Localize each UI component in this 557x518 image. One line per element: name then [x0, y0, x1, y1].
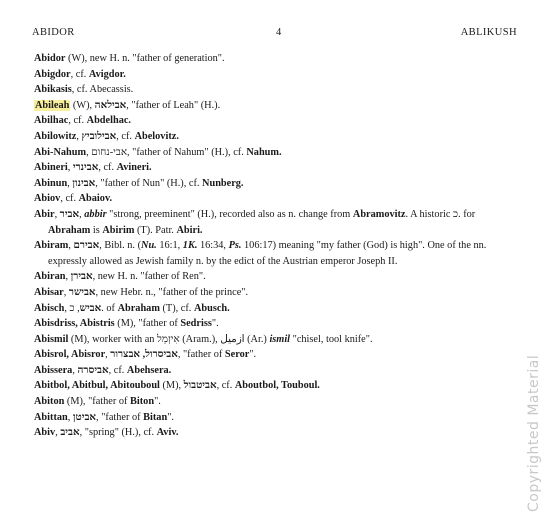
dictionary-entry [34, 145, 520, 161]
bold-term: Abisar [34, 286, 64, 298]
bold-term: Abitbol, Abitbul, Abitouboul [34, 380, 160, 392]
entry-text: , cf. [116, 130, 135, 142]
entry-text: , [72, 364, 78, 376]
bold-term: Abdelhac. [86, 115, 131, 127]
entry-text: , [67, 162, 73, 174]
bold-term: Abisrol, Abisror [34, 349, 106, 361]
bold-term: Abilowitz [34, 130, 77, 142]
bold-term: אבירן [70, 271, 93, 283]
bold-term: אביטן [72, 411, 97, 423]
entry-text: , [105, 349, 111, 361]
bold-term: Abi-Nahum [34, 146, 87, 158]
dictionary-entry [34, 191, 520, 207]
italic-term: abbir [84, 208, 107, 220]
bold-term: Sedriss [180, 318, 212, 330]
dictionary-entry [34, 316, 520, 332]
entry-text: , אבי-נחום, "father of Nahum" (H.), cf. [86, 146, 247, 158]
dictionary-entry [34, 425, 520, 441]
bold-term: Abisch [34, 302, 65, 314]
bold-term: Abissera [34, 364, 73, 376]
bold-term: Abittan [34, 411, 68, 423]
italic-term: 1K. [182, 240, 198, 252]
entry-text: , cf. [60, 193, 79, 205]
entry-text: , "father of [96, 411, 144, 423]
bold-term: Abiv [34, 427, 56, 439]
entry-text: (W), new H. n. "father of generation". [65, 53, 225, 64]
bold-term: Abramovitz [352, 208, 406, 220]
bold-term: Abigdor [34, 68, 71, 80]
bold-term: Avigdor. [88, 68, 126, 80]
page-number: 4 [276, 27, 282, 38]
entry-text: , [67, 411, 73, 423]
bold-term: Abinun [34, 177, 68, 189]
dictionary-entries [34, 51, 520, 441]
entry-text: , "father of Nun" (H.), cf. [95, 177, 203, 189]
dictionary-entry [34, 113, 520, 129]
bold-term: Abir [34, 208, 55, 220]
entry-text: (T), cf. [159, 302, 194, 314]
entry-text: , "spring" (H.), cf. [79, 427, 157, 439]
entry-text: ". [211, 318, 219, 330]
dictionary-entry [34, 332, 520, 348]
dictionary-entry [34, 82, 520, 98]
entry-text: . A historic כ. for [405, 208, 476, 220]
bold-term: Avineri. [116, 162, 152, 174]
entry-text: "chisel, tool knife". [290, 333, 373, 345]
bold-term: אבינון [72, 177, 96, 189]
bold-term: Abraham [117, 302, 160, 314]
bold-term: Seror [224, 349, 250, 361]
entry-text: 16:34, [197, 240, 229, 252]
entry-text: , [68, 240, 74, 252]
bold-term: אבילוביץ [81, 130, 117, 142]
bold-term: Abiov [34, 193, 61, 205]
entry-text: (T). Patr. [134, 224, 177, 236]
copyright-watermark: Copyrighted Material [526, 354, 542, 512]
bold-term: אבינרי [72, 162, 99, 174]
entry-text: ". [249, 349, 257, 361]
dictionary-entry [34, 160, 520, 176]
italic-term: Nu. [141, 240, 157, 252]
entry-text: (W), [70, 99, 95, 111]
bold-term: Abismil [34, 333, 69, 345]
entry-text: (M), "father of [64, 396, 131, 408]
entry-text: , Bibl. n. ( [99, 240, 142, 252]
bold-term: Abidor [34, 53, 66, 64]
entry-text: (M), [159, 380, 184, 392]
entry-text: 106:17) meaning "my father (God) is high". One of the nn. expressly allowed as Jewish family n. by the edict of the Austrian emperor Joseph II. [48, 240, 487, 267]
entry-text: "strong, preeminent" (H.), recorded also as n. change from [106, 208, 353, 220]
entry-text: ". [154, 396, 161, 408]
entry-text: , "father of [177, 349, 225, 361]
bold-term: אביסרול, אבצרור [110, 349, 178, 361]
entry-text: , [64, 302, 70, 314]
bold-term: Abelovitz. [134, 130, 179, 142]
bold-term: אבירם [73, 240, 100, 252]
entry-text: , [79, 208, 85, 220]
dictionary-entry [34, 285, 520, 301]
bold-term: אביסרה [77, 364, 109, 376]
italic-term: ismil [269, 333, 291, 345]
bold-term: Bitan [143, 411, 168, 423]
entry-text: , cf. [70, 68, 89, 80]
dictionary-entry [34, 363, 520, 379]
dictionary-entry [34, 269, 520, 285]
bold-term: Biton [130, 396, 155, 408]
bold-term: Abineri [34, 162, 68, 174]
running-head-left: ABIDOR [32, 27, 75, 38]
dictionary-entry [34, 378, 520, 394]
dictionary-entry [34, 410, 520, 426]
dictionary-entry [34, 51, 520, 67]
entry-text: (M), worker with an אִיזְמֵל (Aram.), ازميل (Ar.) [68, 333, 270, 345]
dictionary-entry [34, 98, 520, 114]
entry-text: ". [167, 411, 174, 423]
page-header [32, 25, 517, 41]
bold-term: Aboutbol, Touboul. [234, 380, 320, 392]
entry-text: , cf. [98, 162, 117, 174]
dictionary-entry [34, 238, 520, 269]
bold-term: אבילאה [94, 99, 127, 111]
entry-text: , [63, 286, 69, 298]
bold-term: Abraham [48, 224, 91, 236]
entry-text: , [67, 177, 73, 189]
entry-text: , cf. [108, 364, 127, 376]
bold-term: Aviv. [156, 427, 179, 439]
bold-term: Nunberg. [202, 177, 244, 189]
entry-text: , new Hebr. n., "father of the prince". [95, 286, 249, 298]
entry-text: , cf. Abecassis. [71, 84, 134, 96]
running-head-right: ABLIKUSH [460, 27, 517, 38]
bold-term: אביטבול [183, 380, 217, 392]
italic-term: Ps. [228, 240, 242, 252]
bold-term: Abikasis [34, 84, 72, 96]
dictionary-entry [34, 301, 520, 317]
entry-text: , "father of Leah" (H.). [126, 99, 221, 111]
entry-text: , [54, 208, 60, 220]
entry-text: , [65, 271, 71, 283]
highlighted-headword: Abileah [35, 99, 70, 111]
bold-term: אביב [60, 427, 80, 439]
entry-text: , cf. [216, 380, 235, 392]
dictionary-entry [34, 394, 520, 410]
entry-text: , [55, 427, 61, 439]
bold-term: Abilhac [34, 115, 69, 127]
dictionary-entry [34, 129, 520, 145]
bold-term: Abehsera. [126, 364, 172, 376]
bold-term: Nahum. [246, 146, 282, 158]
entry-text: , cf. [68, 115, 87, 127]
dictionary-entry [34, 207, 520, 238]
bold-term: Abusch. [193, 302, 230, 314]
bold-term: Abiram [34, 240, 69, 252]
bold-term: Abisdriss, Abistris [34, 318, 115, 330]
dictionary-entry [34, 176, 520, 192]
dictionary-entry [34, 347, 520, 363]
entry-text: is [90, 224, 103, 236]
dictionary-entry [34, 67, 520, 83]
entry-text: , כ. of [69, 302, 118, 314]
bold-term: Abiri. [176, 224, 203, 236]
bold-term: Abirim [102, 224, 135, 236]
bold-term: אביש [79, 302, 102, 314]
bold-term: Abiton [34, 396, 65, 408]
bold-term: Abaiov. [78, 193, 113, 205]
entry-text: 16:1, [156, 240, 183, 252]
entry-text: (M), "father of [114, 318, 181, 330]
entry-text: , new H. n. "father of Ren". [92, 271, 206, 283]
entry-text: , [76, 130, 82, 142]
bold-term: אביר [59, 208, 80, 220]
bold-term: Abiran [34, 271, 66, 283]
bold-term: אבישר [68, 286, 96, 298]
